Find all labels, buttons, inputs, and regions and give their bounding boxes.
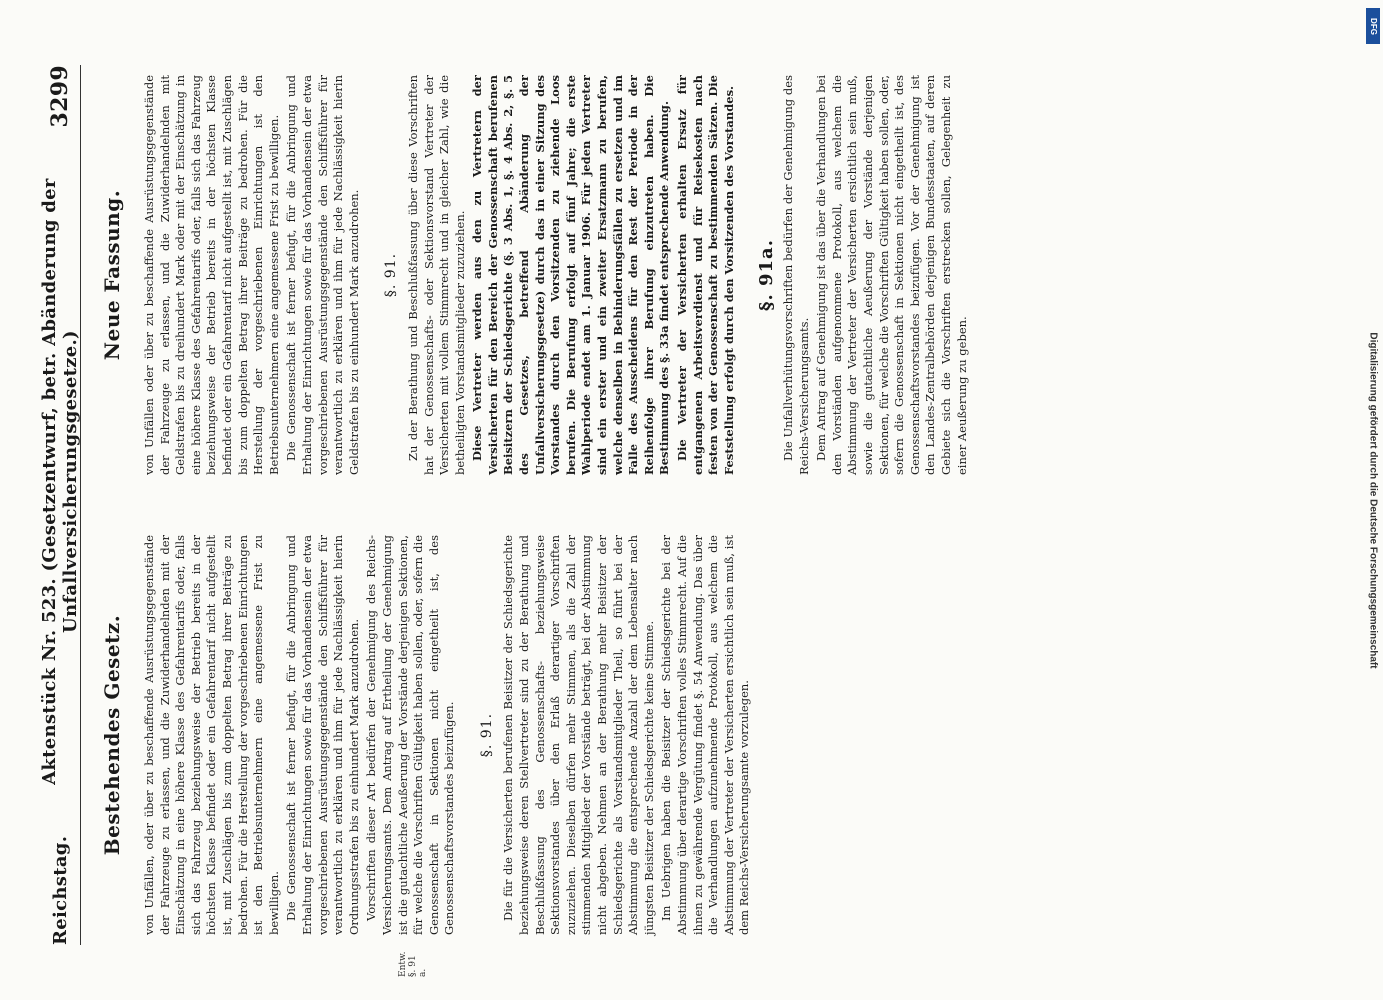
left-paragraph: Die Genossenschaft ist ferner befugt, für die Anbringung und Erhaltung der Einrichtungen sowie für das Vorhandensein der etwa vorgeschriebenen Ausrüstungsgegenstände den Schiffsführer für verantwortlich zu erklären und ihm für jede Nachlässigkeit hierin Ordnungsstrafen bis zu einhundert Mark anzudrohen. <box>284 535 361 935</box>
left-paragraph: Die für die Versicherten berufenen Beisitzer der Schiedsgerichte beziehungsweise deren Stellvertreter sind zu der Berathung und Beschlußfassung des Genossenschafts- beziehungsweise Sektionsvorstandes über den Erlaß derartiger Vorschriften zuzuziehen. Dieselben dürfen mehr Stimmen, als die Zahl der stimmenden Mitglieder der Vorstände beträgt, bei der Abstimmung nicht abgeben. Nehmen an der Berathung mehr Beisitzer der Schiedsgerichte als Vorstandsmitglieder Theil, so führt bei der Abstimmung die entsprechende Anzahl der dem Lebensalter nach jüngsten Beisitzer der Schiedsgerichte keine Stimme. <box>501 535 656 935</box>
digitization-note <box>1365 0 1381 1000</box>
right-section-heading-91a: §. 91a. <box>756 239 778 311</box>
margin-note: Entw. §. 91 a. <box>398 951 428 977</box>
left-paragraph: von Unfällen, oder über zu beschaffende Ausrüstungsgegenstände der Fahrzeuge zu erlassen, und die Zuwiderhandelnden mit der Einschätzung in eine höhere Klasse des Gefahrentarifs oder, falls sich das Fahrzeug beziehungsweise der Betrieb bereits in der höchsten Klasse befindet oder ein Gefahrentarif nicht aufgestellt ist, mit Zuschlägen bis zum doppelten Betrag ihrer Beiträge zu bedrohen. Für die Herstellung der vorgeschriebenen Einrichtungen ist den Betriebsunternehmern eine angemessene Frist zu bewilligen. <box>142 535 281 935</box>
right-paragraph: von Unfällen oder über zu beschaffende Ausrüstungsgegenstände der Fahrzeuge zu erlassen, und die Zuwiderhandelnden mit Geldstrafen bis zu dreihundert Mark oder mit der Einschätzung in eine höhere Klasse des Gefahrentarifs oder, falls sich das Fahrzeug beziehungsweise der Betrieb bereits in der höchsten Klasse befindet oder ein Gefahrentarif nicht aufgestellt ist, mit Zuschlägen bis zum doppelten Betrag ihrer Beiträge zu bedrohen. Für die Herstellung der vorgeschriebenen Einrichtungen ist den Betriebsunternehmern eine angemessene Frist zu bewilligen. <box>142 75 281 475</box>
left-column-title: Bestehendes Gesetz. <box>100 614 124 856</box>
running-header <box>40 65 81 945</box>
right-paragraph-bold: Die Vertreter der Versicherten erhalten Ersatz für entgangenen Arbeitsverdienst und für Reisekosten nach festen von der Genossenschaft zu bestimmenden Sätzen. Die Feststellung erfolgt durch den Vorsitzenden des Vorstandes. <box>675 75 736 475</box>
left-paragraph: Im Uebrigen haben die Beisitzer der Schiedsgerichte bei der Abstimmung über derartige Vorschriften volles Stimmrecht. Auf die ihnen zu gewährende Vergütung findet §. 54 Anwendung. Das über die Verhandlungen aufzunehmende Protokoll, aus welchem die Abstimmung der Vertreter der Versicherten ersichtlich sein muß, ist dem Reichs-Versicherungsamte vorzulegen. <box>659 535 752 935</box>
digitization-text: Digitalisierung gefördert durch die Deutsche Forschungsgemeinschaft <box>1367 331 1379 669</box>
page-number: 3299 <box>47 65 73 128</box>
header-title: Aktenstück Nr. 523. (Gesetzentwurf, betr. Abänderung der Unfallversicherungsgesetze.) <box>39 178 81 785</box>
right-column-title: Neue Fassung. <box>100 189 124 361</box>
header-left: Reichstag. <box>49 835 71 945</box>
left-paragraph: Vorschriften dieser Art bedürfen der Genehmigung des Reichs-Versicherungsamts. Dem Antrag auf Ertheilung der Genehmigung ist die gutachtliche Aeußerung der Vorstände derjenigen Sektionen, für welche die Vorschriften Gültigkeit haben sollen, oder, sofern die Genossenschaft in Sektionen nicht eingetheilt ist, des Genossenschaftsvorstandes beizufügen. <box>364 535 457 935</box>
right-paragraph: Die Unfallverhütungsvorschriften bedürfen der Genehmigung des Reichs-Versicherungsamts. <box>780 75 811 475</box>
right-paragraph: Dem Antrag auf Genehmigung ist das über die Verhandlungen bei den Vorständen aufgenommene Protokoll, aus welchem die Abstimmung der Vertreter der Versicherten ersichtlich sein muß, sowie die gutachtliche Aeußerung der Vorstände derjenigen Sektionen, für welche die Vorschriften Gültigkeit haben sollen, oder, sofern die Genossenschaft in Sektionen nicht eingetheilt ist, des Genossenschaftsvorstandes beizufügen. Vor der Genehmigung ist den Landes-Zentralbehörden derjenigen Bundesstaaten, auf deren Gebiete sich die Vorschriften erstrecken sollen, Gelegenheit zu einer Aeußerung zu geben. <box>814 75 969 475</box>
left-section-heading: §. 91. <box>478 712 495 758</box>
right-paragraph: Die Genossenschaft ist ferner befugt, für die Anbringung und Erhaltung der Einrichtungen sowie für das Vorhandensein der etwa vorgeschriebenen Ausrüstungsgegenstände den Schiffsführer für verantwortlich zu erklären und ihm für jede Nachlässigkeit hierin Geldstrafen bis zu einhundert Mark anzudrohen. <box>284 75 361 475</box>
right-column <box>142 75 972 475</box>
left-column <box>142 535 755 935</box>
right-paragraph: Zu der Berathung und Beschlußfassung über diese Vorschriften hat der Genossenschafts- oder Sektionsvorstand Vertreter der Versicherten mit vollem Stimmrecht und in gleicher Zahl, wie die betheiligten Vorstandsmitglieder zuzuziehen. <box>405 75 467 475</box>
right-paragraph-bold: Diese Vertreter werden aus den zu Vertretern der Versicherten für den Bereich der Genossenschaft berufenen Beisitzern der Schiedsgerichte (§. 3 Abs. 1, §. 4 Abs. 2, §. 5 des Gesetzes, betreffend Abänderung der Unfallversicherungsgesetze) durch das in einer Sitzung des Vorstandes durch den Vorsitzenden zu ziehende Loos berufen. Die Berufung erfolgt auf fünf Jahre; die erste Wahlperiode endet am 1. Januar 1906. Für jeden Vertreter sind ein erster und ein zweiter Ersatzmann zu berufen, welche denselben in Behinderungsfällen zu ersetzen und im Falle des Ausscheidens für den Rest der Periode in der Reihenfolge ihrer Berufung einzutreten haben. Die Bestimmung des §. 33a findet entsprechende Anwendung. <box>470 75 672 475</box>
dfg-logo: DFG <box>1366 8 1380 44</box>
page-content <box>39 65 1320 977</box>
right-section-heading: §. 91. <box>383 252 400 298</box>
